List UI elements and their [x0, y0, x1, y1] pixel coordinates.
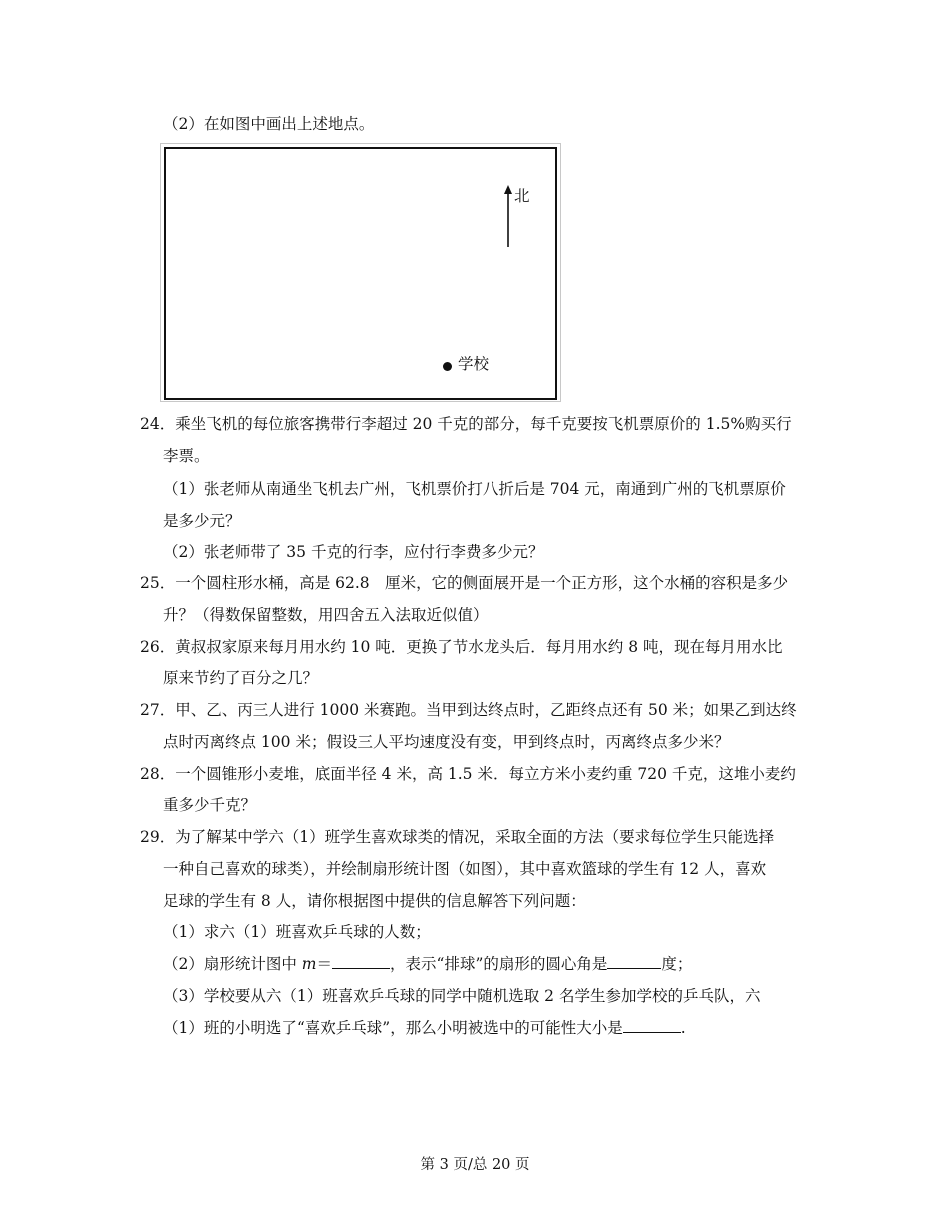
q29-line1: 29．为了解某中学六（1）班学生喜欢球类的情况，采取全面的方法（要求每位学生只能选择 — [140, 828, 775, 846]
q29-part3-line2 — [163, 1018, 686, 1038]
q29-part2-middle: ，表示“排球”的扇形的圆心角是 — [390, 955, 608, 973]
sub-question-2-draw: （2）在如图中画出上述地点。 — [163, 115, 375, 133]
q29-part2-prefix: （2）扇形统计图中 — [163, 955, 302, 973]
page-footer: 第 3 页/总 20 页 — [420, 1157, 530, 1173]
answer-blank-m[interactable] — [332, 954, 390, 969]
q24-line1: 24．乘坐飞机的每位旅客携带行李超过 20 千克的部分，每千克要按飞机票原价的 1.5%购买行 — [140, 415, 792, 433]
q29-part2 — [163, 954, 692, 974]
q28-line1: 28．一个圆锥形小麦堆，底面半径 4 米，高 1.5 米．每立方米小麦约重 720 千克，这堆小麦约 — [140, 765, 796, 783]
q29-line2: 一种自己喜欢的球类），并绘制扇形统计图（如图），其中喜欢篮球的学生有 12 人，喜欢 — [163, 860, 767, 878]
q29-part1: （1）求六（1）班喜欢乒乓球的人数； — [163, 923, 431, 941]
map-frame — [164, 147, 557, 400]
q25-line2: 升？（得数保留整数，用四舍五入法取近似值） — [163, 606, 489, 624]
q24-part1-line1: （1）张老师从南通坐飞机去广州，飞机票价打八折后是 704 元，南通到广州的飞机票原价 — [163, 480, 786, 498]
answer-blank-probability[interactable] — [623, 1018, 681, 1033]
q29-part3-text: （1）班的小明选了“喜欢乒乓球”，那么小明被选中的可能性大小是 — [163, 1019, 623, 1037]
q29-part3-line1: （3）学校要从六（1）班喜欢乒乓球的同学中随机选取 2 名学生参加学校的乒乓队，六 — [163, 987, 761, 1005]
q27-line2: 点时丙离终点 100 米；假设三人平均速度没有变，甲到终点时，丙离终点多少米？ — [163, 733, 730, 751]
q26-line2: 原来节约了百分之几？ — [163, 669, 319, 687]
q29-line3: 足球的学生有 8 人，请你根据图中提供的信息解答下列问题： — [163, 892, 586, 910]
answer-blank-angle[interactable] — [607, 954, 661, 969]
q25-line1: 25．一个圆柱形水桶，高是 62.8 厘米，它的侧面展开是一个正方形，这个水桶的容积是多少 — [140, 574, 789, 592]
school-dot-icon — [443, 362, 452, 371]
q24-part2: （2）张老师带了 35 千克的行李，应付行李费多少元？ — [163, 543, 544, 561]
q29-part2-suffix: 度； — [661, 955, 693, 973]
school-label: 学校 — [458, 355, 490, 373]
q24-line2: 李票。 — [163, 447, 210, 465]
q26-line1: 26．黄叔叔家原来每月用水约 10 吨．更换了节水龙头后．每月用水约 8 吨，现在每月用水比 — [140, 638, 783, 656]
q27-line1: 27．甲、乙、丙三人进行 1000 米赛跑。当甲到达终点时，乙距终点还有 50 米；如果乙到达终 — [140, 701, 797, 719]
variable-m: m — [301, 955, 317, 973]
north-label: 北 — [514, 187, 530, 205]
q28-line2: 重多少千克？ — [163, 796, 257, 814]
q24-part1-line2: 是多少元？ — [163, 512, 241, 530]
q29-part2-equals: ＝ — [316, 955, 333, 973]
q29-part3-period: . — [680, 1019, 686, 1037]
north-arrow-icon — [502, 185, 514, 247]
map-figure — [160, 143, 561, 402]
